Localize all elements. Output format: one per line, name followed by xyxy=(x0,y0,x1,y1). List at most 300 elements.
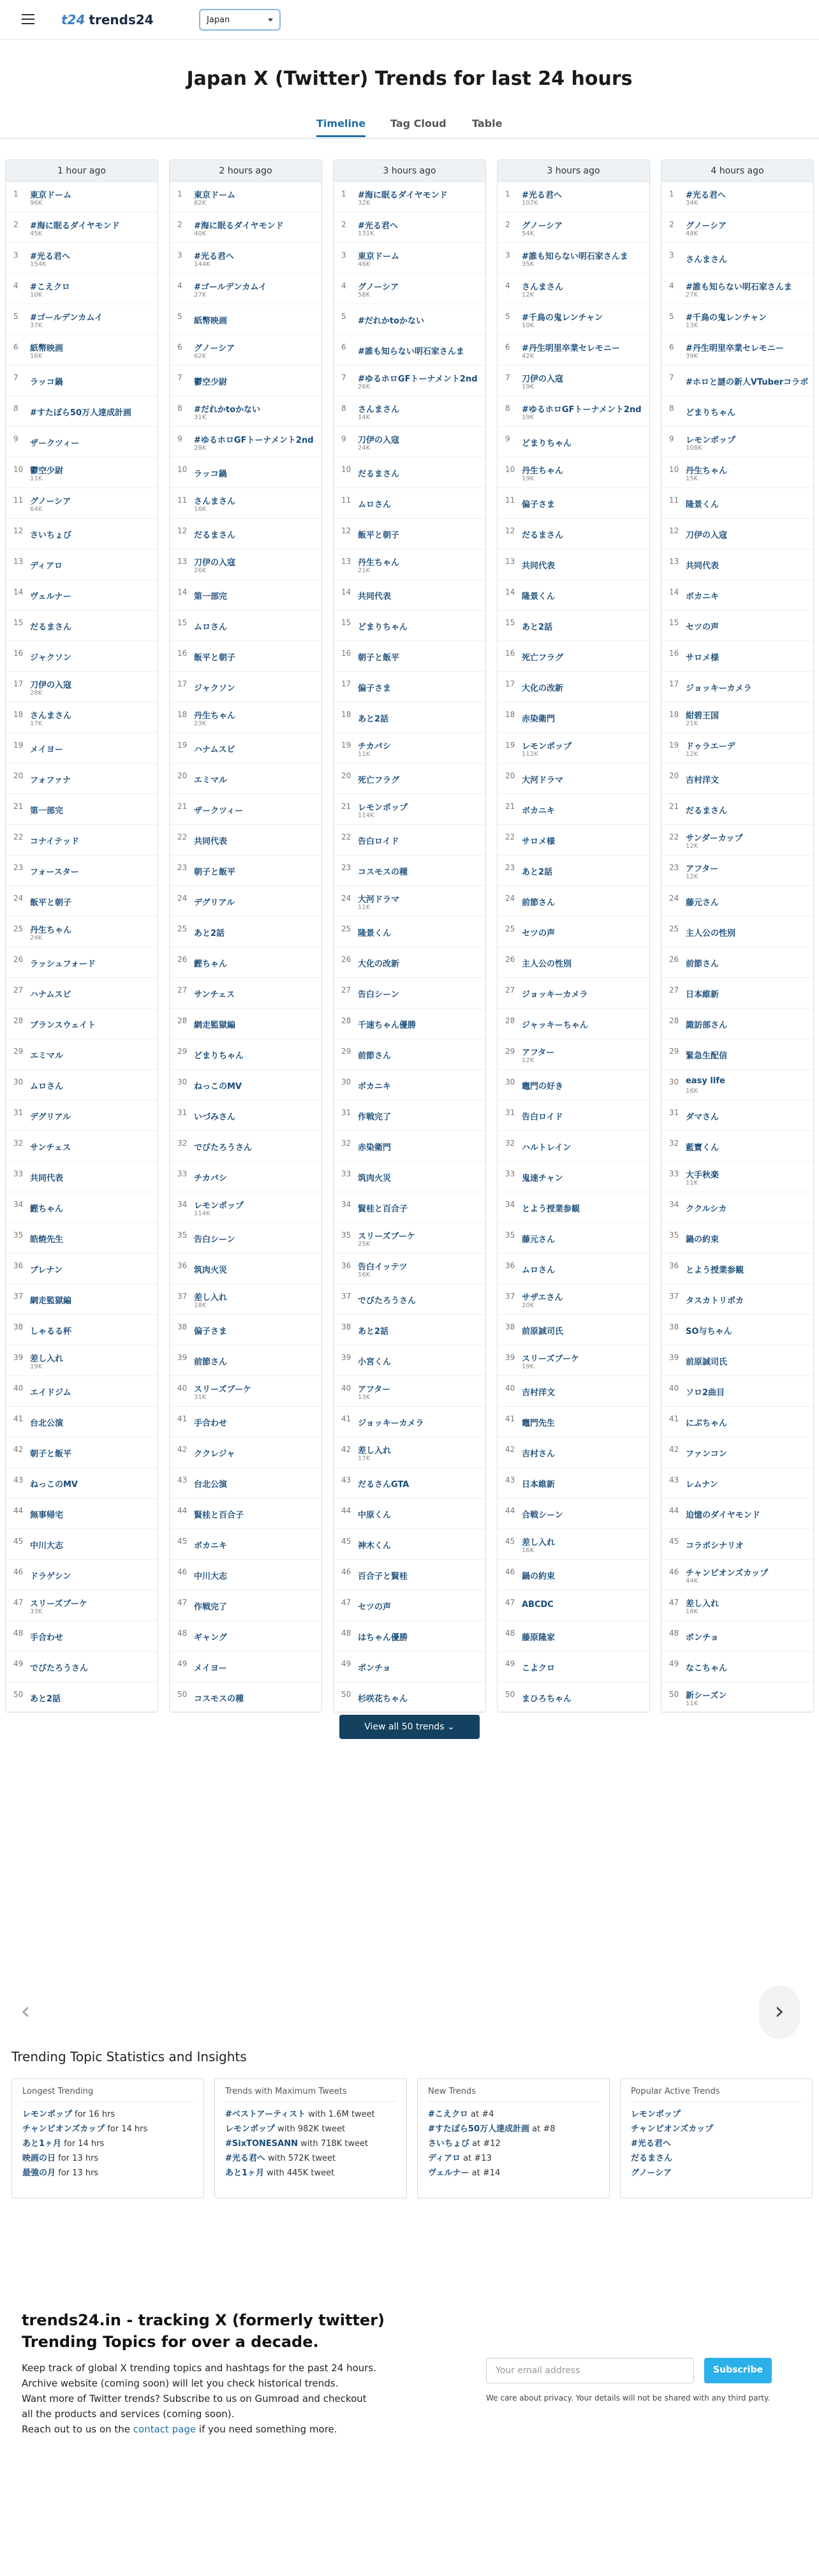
trend-link[interactable]: チカパシ xyxy=(358,742,391,751)
trend-link[interactable]: チャンピオンズカップ xyxy=(686,1569,769,1578)
trend-link[interactable]: いづみさん xyxy=(194,1113,236,1122)
trend-link[interactable]: #光る君へ xyxy=(30,252,70,262)
trend-link[interactable]: でびたろうさん xyxy=(358,1296,417,1306)
trend-rank: 38 xyxy=(177,1322,188,1331)
trend-link[interactable]: #すたぽら50万人達成計画 xyxy=(30,408,131,418)
trend-link[interactable]: 藤元さん xyxy=(522,1235,556,1245)
trend-link[interactable]: ジャクソン xyxy=(194,684,235,693)
trend-link[interactable]: 偏子さま xyxy=(522,500,556,510)
trend-link[interactable]: 台北公演 xyxy=(30,1419,64,1428)
trend-link[interactable]: コスモスの種 xyxy=(358,868,408,877)
trend-link[interactable]: こよクロ xyxy=(522,1664,556,1673)
tweet-count: 16K xyxy=(686,1088,698,1095)
trend-link[interactable]: 大手秋楽 xyxy=(686,1171,719,1180)
trend-link[interactable]: 大河ドラマ xyxy=(358,895,400,905)
trend-link[interactable]: セツの声 xyxy=(686,623,719,632)
trend-link[interactable]: 東京ドーム xyxy=(358,252,400,262)
trend-link[interactable]: 作戦完了 xyxy=(358,1113,392,1122)
trend-link[interactable]: 網走監獄編 xyxy=(30,1296,72,1306)
trend-link[interactable]: アフター xyxy=(358,1385,391,1395)
trend-link[interactable]: #光る君へ xyxy=(631,2139,671,2149)
trend-link[interactable]: ジャクソン xyxy=(30,653,71,663)
trend-link[interactable]: 百合子と賢桂 xyxy=(358,1572,408,1581)
contact-link[interactable]: contact page xyxy=(133,2424,196,2435)
subscribe-button[interactable]: Subscribe xyxy=(704,2358,772,2383)
trend-link[interactable]: 手合わせ xyxy=(194,1419,228,1428)
trend-link[interactable]: 最強の月 xyxy=(22,2168,56,2178)
trend-link[interactable]: 東京ドーム xyxy=(30,191,72,200)
trend-link[interactable]: ボカニキ xyxy=(522,806,556,816)
trend-link[interactable]: スリーズブーケ xyxy=(358,1232,415,1241)
trend-link[interactable]: 前原誠司氏 xyxy=(686,1358,728,1367)
trend-link[interactable]: あと2話 xyxy=(194,929,225,938)
trend-link[interactable]: 賢桂と百合子 xyxy=(194,1511,244,1520)
trend-link[interactable]: 共同代表 xyxy=(522,561,556,571)
trend-link[interactable]: ポンチョ xyxy=(686,1633,719,1643)
trend-link[interactable]: ムロさん xyxy=(522,1266,556,1275)
trend-link[interactable]: 鍋の約束 xyxy=(522,1572,556,1581)
trend-link[interactable]: 合戦シーン xyxy=(522,1511,563,1520)
trend-link[interactable]: 前節さん xyxy=(522,898,556,908)
trend-link[interactable]: 共同代表 xyxy=(686,561,719,571)
trend-row xyxy=(334,794,485,825)
trend-link[interactable]: コラボシナリオ xyxy=(686,1541,744,1551)
trend-link[interactable]: だるまさん xyxy=(358,470,400,479)
trend-link[interactable]: 鬱空少尉 xyxy=(30,466,64,476)
carousel-prev-icon[interactable]: ‹ xyxy=(20,1997,31,2025)
trend-link[interactable]: #だれかtoかない xyxy=(358,316,425,326)
trend-link[interactable]: 小宮くん xyxy=(358,1358,392,1367)
carousel-next-icon[interactable]: › xyxy=(759,1985,800,2039)
trend-link[interactable]: ジャッキーちゃん xyxy=(522,1021,588,1030)
trend-link[interactable]: 吉村洋文 xyxy=(686,776,719,785)
trend-link[interactable]: 鬼速チャン xyxy=(522,1174,563,1183)
trend-link[interactable]: 大化の改新 xyxy=(522,684,564,693)
trend-link[interactable]: 筑肉火災 xyxy=(358,1174,392,1183)
trend-link[interactable]: 筑肉火災 xyxy=(194,1266,228,1275)
trend-link[interactable]: #誰も知らない明石家さんま xyxy=(522,252,628,262)
trend-link[interactable]: 差し入れ xyxy=(30,1354,64,1364)
trend-link[interactable]: 藍寶くん xyxy=(686,1143,719,1153)
trend-link[interactable]: #光る君へ xyxy=(194,252,234,262)
trend-link[interactable]: メイヨー xyxy=(194,1664,227,1673)
trend-link[interactable]: 神木くん xyxy=(358,1541,392,1551)
trend-link[interactable]: ブランスウェイト xyxy=(30,1021,96,1030)
trend-link[interactable]: レモンポップ xyxy=(225,2124,276,2134)
trend-link[interactable]: レモンポップ xyxy=(686,436,736,445)
trend-link[interactable]: レモンポップ xyxy=(22,2110,73,2119)
trend-link[interactable]: #千鳥の鬼レンチャン xyxy=(686,313,767,323)
trend-link[interactable]: 藤原隆家 xyxy=(522,1633,556,1643)
trend-link[interactable]: 刀伊の入寇 xyxy=(686,531,728,540)
trend-link[interactable]: フォースター xyxy=(30,868,79,877)
trend-link[interactable]: #海に眠るダイヤモンド xyxy=(194,221,284,231)
trend-link[interactable]: 朝子と飯平 xyxy=(30,1449,72,1459)
trend-link[interactable]: 赤染衛門 xyxy=(522,714,556,724)
trend-link[interactable]: サロメ様 xyxy=(686,653,719,663)
trend-link[interactable]: さんまさん xyxy=(194,497,236,507)
trend-link[interactable]: 隆景くん xyxy=(686,500,719,510)
trend-link[interactable]: #ゆるホロGFトーナメント2nd xyxy=(358,374,478,384)
trend-link[interactable]: 差し入れ xyxy=(194,1293,228,1303)
trend-link[interactable]: 刀伊の入寇 xyxy=(194,558,236,568)
trend-row xyxy=(170,1407,321,1437)
trend-link[interactable]: どまりちゃん xyxy=(194,1051,244,1061)
trend-link[interactable]: 日本維新 xyxy=(522,1480,556,1490)
tab-tag-cloud[interactable]: Tag Cloud xyxy=(390,117,446,130)
trend-link[interactable]: レモンポップ xyxy=(522,742,572,751)
trend-link[interactable]: だるまさん xyxy=(686,806,728,816)
trend-link[interactable]: ダマさん xyxy=(686,1113,719,1122)
trend-link[interactable]: 主人公の性別 xyxy=(686,929,736,938)
trend-link[interactable]: #誰も知らない明石家さんま xyxy=(686,283,792,292)
trend-link[interactable]: #ゆるホロGFトーナメント2nd xyxy=(522,405,642,415)
trend-rank: 19 xyxy=(13,741,24,750)
trend-link[interactable]: グノーシア xyxy=(358,283,399,292)
trend-link[interactable]: 網走監獄編 xyxy=(194,1021,236,1030)
trend-link[interactable]: デグリアル xyxy=(30,1113,71,1122)
trend-link[interactable]: #海に眠るダイヤモンド xyxy=(358,191,448,200)
trend-link[interactable]: とよう授業参観 xyxy=(522,1204,580,1214)
trend-link[interactable]: サザエさん xyxy=(522,1293,563,1303)
tab-table[interactable]: Table xyxy=(472,117,503,130)
trend-link[interactable]: #光る君へ xyxy=(686,191,726,200)
trend-link[interactable]: 中原くん xyxy=(358,1511,392,1520)
trend-link[interactable]: #海に眠るダイヤモンド xyxy=(30,221,120,231)
trend-link[interactable]: 竈門先生 xyxy=(522,1419,556,1428)
trend-link[interactable]: 死亡フラグ xyxy=(522,653,564,663)
trend-link[interactable]: サンチェス xyxy=(30,1143,71,1153)
trend-link[interactable]: にぷちゃん xyxy=(686,1419,728,1428)
trend-link[interactable]: #光る君へ xyxy=(358,221,398,231)
view-all-label: View all 50 trends xyxy=(364,1722,445,1732)
trend-link[interactable]: 飯平と朝子 xyxy=(194,653,236,663)
trend-link[interactable]: ジョッキーカメラ xyxy=(686,684,752,693)
trend-link[interactable]: 紙幣映画 xyxy=(194,316,228,326)
trend-link[interactable]: ブレナン xyxy=(30,1266,63,1275)
trend-link[interactable]: 丹生ちゃん xyxy=(30,926,72,935)
trend-link[interactable]: ラッコ鍋 xyxy=(194,470,227,479)
trend-link[interactable]: はちゃん優勝 xyxy=(358,1633,408,1643)
trend-link[interactable]: 迫憶のダイヤモンド xyxy=(686,1511,760,1520)
trend-link[interactable]: 刀伊の入寇 xyxy=(522,374,564,384)
trend-link[interactable]: レモンポップ xyxy=(631,2110,681,2119)
trend-link[interactable]: アフター xyxy=(522,1048,555,1058)
trend-link[interactable]: 諏訪部さん xyxy=(686,1021,728,1030)
trend-link[interactable]: 大河ドラマ xyxy=(522,776,564,785)
trend-link[interactable]: さいちょび xyxy=(30,531,72,540)
trend-link[interactable]: エミマル xyxy=(194,776,228,785)
trend-link[interactable]: 告白シーン xyxy=(194,1235,235,1245)
trend-link[interactable]: サンチェス xyxy=(194,990,235,1000)
trend-link[interactable]: サンダーカップ xyxy=(686,834,743,843)
trend-link[interactable]: レムナン xyxy=(686,1480,718,1490)
trend-link[interactable]: #誰も知らない明石家さんま xyxy=(358,347,464,357)
trend-link[interactable]: 第一部完 xyxy=(194,592,228,602)
trend-link[interactable]: ギャング xyxy=(194,1633,227,1643)
trend-link[interactable]: ディアロ xyxy=(428,2154,461,2163)
trend-link[interactable]: なこちゃん xyxy=(686,1664,728,1673)
trend-link[interactable]: ABCDC xyxy=(522,1600,554,1610)
trend-link[interactable]: ドラゲシン xyxy=(30,1572,71,1581)
trend-link[interactable]: #ベストアーティスト xyxy=(225,2110,306,2119)
trend-link[interactable]: #丹生明里卒業セレモニー xyxy=(522,344,620,353)
trend-link[interactable]: さんまさん xyxy=(358,405,400,415)
trend-link[interactable]: 新シーズン xyxy=(686,1691,727,1701)
trend-link[interactable]: 藤元さん xyxy=(686,898,719,908)
trend-link[interactable]: さんまさん xyxy=(522,283,564,292)
trend-link[interactable]: 丹生ちゃん xyxy=(194,711,236,721)
trend-link[interactable]: #ホロと謎の新人VTuberコラボ xyxy=(686,378,809,387)
trend-link[interactable]: 鍋の約束 xyxy=(686,1235,719,1245)
tweet-count: 16K xyxy=(194,506,207,513)
trend-row xyxy=(170,1100,321,1131)
trend-link[interactable]: フォファナ xyxy=(30,776,71,785)
trend-link[interactable]: グノーシア xyxy=(631,2168,672,2178)
trend-link[interactable]: 千速ちゃん優勝 xyxy=(358,1021,417,1030)
trend-row xyxy=(334,549,485,580)
trend-link[interactable]: どまりちゃん xyxy=(686,408,736,418)
trend-link[interactable]: 共同代表 xyxy=(30,1174,64,1183)
trend-link[interactable]: #光る君へ xyxy=(522,191,562,200)
trend-link[interactable]: エミマル xyxy=(30,1051,64,1061)
trend-link[interactable]: 偏子さま xyxy=(358,684,392,693)
trend-link[interactable]: ねっこのMV xyxy=(30,1480,78,1490)
trend-link[interactable]: でびたろうさん xyxy=(30,1664,89,1673)
trend-link[interactable]: コナイテッド xyxy=(30,837,80,847)
trend-link[interactable]: とよう授業参観 xyxy=(686,1266,744,1275)
trend-link[interactable]: あと2話 xyxy=(30,1694,61,1704)
trend-link[interactable]: 鰹ちゃん xyxy=(194,959,228,969)
trend-link[interactable]: さんまさん xyxy=(686,255,728,265)
trend-link[interactable]: アフター xyxy=(686,864,719,874)
trend-link[interactable]: あと2話 xyxy=(522,868,553,877)
trend-link[interactable]: 隆景くん xyxy=(522,592,556,602)
trend-link[interactable]: 死亡フラグ xyxy=(358,776,400,785)
trend-link[interactable]: #ゴールデンカムイ xyxy=(194,283,267,292)
trend-link[interactable]: しゃるる杯 xyxy=(30,1327,72,1336)
trend-link[interactable]: グノーシア xyxy=(522,221,563,231)
trend-link[interactable]: だるさんGTA xyxy=(358,1480,410,1490)
trend-link[interactable]: 丹生ちゃん xyxy=(358,558,400,568)
trend-link[interactable]: 第一部完 xyxy=(30,806,64,816)
trend-link[interactable]: #こえクロ xyxy=(30,283,70,292)
trend-link[interactable]: ねっこのMV xyxy=(194,1082,242,1092)
trend-link[interactable]: 皓焼先生 xyxy=(30,1235,64,1245)
trend-link[interactable]: コスモスの種 xyxy=(194,1694,244,1704)
trend-link[interactable]: ラッシュフォード xyxy=(30,959,96,969)
trend-link[interactable]: ボカニキ xyxy=(686,592,719,602)
trend-link[interactable]: 竈門の好き xyxy=(522,1082,564,1092)
trend-link[interactable]: 杉咲花ちゃん xyxy=(358,1694,408,1704)
trend-link[interactable]: スリーズブーケ xyxy=(194,1385,251,1395)
trend-link[interactable]: スリーズブーケ xyxy=(522,1354,579,1364)
view-all-button[interactable] xyxy=(339,1715,480,1739)
trend-link[interactable]: セツの声 xyxy=(358,1603,392,1612)
trend-link[interactable]: 作戦完了 xyxy=(194,1603,228,1612)
trend-link[interactable]: #SixTONESANN xyxy=(225,2139,298,2149)
trend-link[interactable]: 告白ロイド xyxy=(358,837,399,847)
trend-link[interactable]: 手合わせ xyxy=(30,1633,64,1643)
trend-link[interactable]: 大化の改新 xyxy=(358,959,400,969)
trend-link[interactable]: 隆景くん xyxy=(358,929,392,938)
trend-link[interactable]: 飯平と朝子 xyxy=(30,898,72,908)
trend-link[interactable]: ジョッキーカメラ xyxy=(522,990,588,1000)
trend-link[interactable]: 丹生ちゃん xyxy=(686,466,728,476)
trend-link[interactable]: 東京ドーム xyxy=(194,191,236,200)
trend-link[interactable]: ポンチョ xyxy=(358,1664,391,1673)
trend-link[interactable]: 紺碧王国 xyxy=(686,711,719,721)
trend-link[interactable]: チカパシ xyxy=(194,1174,227,1183)
trend-link[interactable]: 中川大志 xyxy=(194,1572,228,1581)
trend-link[interactable]: どまりちゃん xyxy=(522,439,572,448)
trend-link[interactable]: だるまさん xyxy=(194,531,236,540)
trend-link[interactable]: 前節さん xyxy=(686,959,719,969)
trend-link[interactable]: グノーシア xyxy=(686,221,727,231)
trend-link[interactable]: 刀伊の入寇 xyxy=(358,436,400,445)
trend-link[interactable]: 朝子と飯平 xyxy=(194,868,236,877)
column-time-header: 4 hours ago xyxy=(661,160,813,182)
trend-link[interactable]: 差し入れ xyxy=(358,1446,392,1456)
trend-row xyxy=(498,1437,649,1468)
trend-link[interactable]: まひろちゃん xyxy=(522,1694,572,1704)
trend-link[interactable]: 前節さん xyxy=(194,1358,228,1367)
trend-link[interactable]: あと1ヶ月 xyxy=(225,2168,265,2178)
trend-link[interactable]: 刀伊の入寇 xyxy=(30,681,72,690)
trend-link[interactable]: 偏子さま xyxy=(194,1327,228,1336)
trend-link[interactable]: #こえクロ xyxy=(428,2110,468,2119)
tab-timeline[interactable]: Timeline xyxy=(316,117,365,137)
trend-rank: 39 xyxy=(341,1353,351,1362)
trend-link[interactable]: あと2話 xyxy=(358,714,389,724)
trend-link[interactable]: だるまさん xyxy=(522,531,564,540)
trend-link[interactable]: グノーシア xyxy=(194,344,235,353)
trend-link[interactable]: 主人公の性別 xyxy=(522,959,572,969)
trend-link[interactable]: #丹生明里卒業セレモニー xyxy=(686,344,784,353)
trend-link[interactable]: ハルトレイン xyxy=(522,1143,572,1153)
trend-row xyxy=(498,733,649,764)
trend-link[interactable]: 告白イッテツ xyxy=(358,1262,408,1272)
trend-link[interactable]: 共同代表 xyxy=(194,837,228,847)
trend-link[interactable]: メイヨー xyxy=(30,745,63,755)
trend-link[interactable]: ヴェルナー xyxy=(30,592,71,602)
trend-link[interactable]: ボカニキ xyxy=(194,1541,228,1551)
trend-link[interactable]: エイドジム xyxy=(30,1388,71,1398)
trend-link[interactable]: 中川大志 xyxy=(30,1541,64,1551)
trend-link[interactable]: でびたろうさん xyxy=(194,1143,253,1153)
country-select[interactable] xyxy=(199,9,281,31)
trend-link[interactable]: ファンコン xyxy=(686,1449,727,1459)
trend-link[interactable]: 赤染衛門 xyxy=(358,1143,392,1153)
trend-link[interactable]: 日本維新 xyxy=(686,990,719,1000)
trend-link[interactable]: 共同代表 xyxy=(358,592,392,602)
trend-link[interactable]: ヴェルナー xyxy=(428,2168,469,2178)
trend-link[interactable]: ザークツィー xyxy=(194,806,244,816)
trend-link[interactable]: 丹生ちゃん xyxy=(522,466,564,476)
trend-link[interactable]: #だれかtoかない xyxy=(194,405,261,415)
trend-link[interactable]: レモンポップ xyxy=(194,1201,244,1211)
tweet-count: 23K xyxy=(194,720,207,727)
trend-link[interactable]: ムロさん xyxy=(194,623,228,632)
trend-link[interactable]: 飯平と朝子 xyxy=(358,531,400,540)
menu-icon[interactable] xyxy=(22,14,34,24)
trend-link[interactable]: ムロさん xyxy=(358,500,392,510)
trend-row xyxy=(498,580,649,611)
trend-link[interactable]: 無事帰宅 xyxy=(30,1511,64,1520)
trend-link[interactable]: 吉村洋文 xyxy=(522,1388,556,1398)
trend-link[interactable]: ククレジャ xyxy=(194,1449,235,1459)
trend-link[interactable]: デグリアル xyxy=(194,898,235,908)
trend-link[interactable]: ハナムスビ xyxy=(30,990,71,1000)
trend-link[interactable]: セツの声 xyxy=(522,929,556,938)
trend-link[interactable]: 前節さん xyxy=(358,1051,392,1061)
trend-link[interactable]: 紙幣映画 xyxy=(30,344,64,353)
trend-link[interactable]: ククルシカ xyxy=(686,1204,727,1214)
trend-link[interactable]: ラッコ鍋 xyxy=(30,378,63,387)
trend-link[interactable]: スリーズブーケ xyxy=(30,1599,87,1609)
trend-link[interactable]: あと2話 xyxy=(358,1327,389,1336)
trend-link[interactable]: チャンピオンズカップ xyxy=(22,2124,105,2134)
trend-link[interactable]: 吉村さん xyxy=(522,1449,556,1459)
trend-link[interactable]: 映画の日 xyxy=(22,2154,56,2163)
trend-link[interactable]: ドゥラエーデ xyxy=(686,742,735,751)
trend-link[interactable]: 差し入れ xyxy=(686,1599,719,1609)
trend-link[interactable]: ディアロ xyxy=(30,561,63,571)
trend-link[interactable]: #千鳥の鬼レンチャン xyxy=(522,313,603,323)
trend-link[interactable]: グノーシア xyxy=(30,497,71,507)
tweet-count: 19K xyxy=(522,414,535,421)
trend-link[interactable]: ザークツィー xyxy=(30,439,80,448)
trend-link[interactable]: ジョッキーカメラ xyxy=(358,1419,424,1428)
trend-link[interactable]: 前原誠司氏 xyxy=(522,1327,564,1336)
trend-link[interactable]: ソロ2曲目 xyxy=(686,1388,725,1398)
trend-link[interactable]: 緊急生配信 xyxy=(686,1051,728,1061)
trend-link[interactable]: 鰹ちゃん xyxy=(30,1204,64,1214)
trend-rank: 24 xyxy=(341,894,351,903)
trend-link[interactable]: easy life xyxy=(686,1076,725,1086)
trend-link[interactable]: 賢桂と百合子 xyxy=(358,1204,408,1214)
trend-link[interactable]: #ゴールデンカムイ xyxy=(30,313,103,323)
trend-link[interactable]: ムロさん xyxy=(30,1082,64,1092)
trend-link[interactable]: チャンピオンズカップ xyxy=(631,2124,714,2134)
trend-link[interactable]: 鬱空少尉 xyxy=(194,378,228,387)
trend-link[interactable]: #すたぽら50万人達成計画 xyxy=(428,2124,529,2134)
trend-row xyxy=(170,396,321,427)
trend-link[interactable]: ハナムスビ xyxy=(194,745,235,755)
email-input[interactable]: Your email address xyxy=(486,2358,694,2383)
trend-link[interactable]: あと2話 xyxy=(522,623,553,632)
trend-link[interactable]: どまりちゃん xyxy=(358,623,408,632)
trend-link[interactable]: さいちょび xyxy=(428,2139,470,2149)
trend-link[interactable]: さんまさん xyxy=(30,711,72,721)
trend-link[interactable]: サロメ様 xyxy=(522,837,556,847)
trend-link[interactable]: 台北公演 xyxy=(194,1480,228,1490)
logo[interactable] xyxy=(61,12,154,27)
trend-link[interactable]: 朝子と飯平 xyxy=(358,653,400,663)
trend-link[interactable]: #ゆるホロGFトーナメント2nd xyxy=(194,436,314,445)
trend-link[interactable]: ボカニキ xyxy=(358,1082,392,1092)
trend-link[interactable]: タスカトリポカ xyxy=(686,1296,744,1306)
trend-link[interactable]: あと1ヶ月 xyxy=(22,2139,62,2149)
trend-link[interactable]: 差し入れ xyxy=(522,1538,556,1548)
trend-link[interactable]: #光る君へ xyxy=(225,2154,265,2163)
trend-link[interactable]: 告白シーン xyxy=(358,990,399,1000)
trend-link[interactable]: だるまさん xyxy=(30,623,72,632)
trend-link[interactable]: レモンポップ xyxy=(358,803,408,813)
trend-link[interactable]: だるまさん xyxy=(631,2154,673,2163)
trend-link[interactable]: SO与ちゃん xyxy=(686,1327,732,1336)
trend-link[interactable]: 告白ロイド xyxy=(522,1113,563,1122)
